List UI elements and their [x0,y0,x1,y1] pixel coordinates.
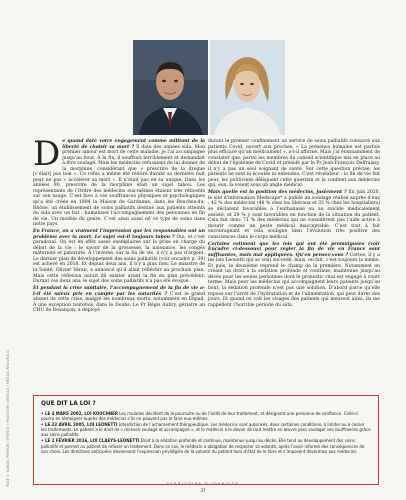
law-item-lead: • LE 4 MARS 2002, LOI KOUCHNER [41,411,118,416]
paragraph-6 [208,242,380,309]
footer-brand: TERRITOIRE D’IDENTITÉ [166,482,240,486]
portrait-photo-man [133,40,208,135]
photo-credit [3,300,11,500]
paragraph-2 [33,229,205,284]
answer-4: En juin 2020, le site d’information Medscape* a publié un sondage réalisé auprès d’eux : 42 % des médecins (48 % chez les libéraux et 35 % chez les hospitaliers) se déclarent favorables à l’euthanasie ou au suicide médicalement assisté, et 29 % y sont favorables en fonction de la situation du patient. Cela fait donc 71 % des médecins qui ne considèrent pas l’aide active à mourir comme un geste médical inacceptable. C’est tout à fait encourageant et cela souligne bien l’évolution très positive des consciences dans le corps médical. [208,190,380,240]
paragraph-5 [208,190,380,240]
question-3: Et pendant la crise sanitaire, l’accompagnement de la fin de vie a-t-il été mieux pris en compte par les autorités ? [33,286,205,297]
answer-3-continued: durant le premier confinement un service de soins palliatifs consacré aux patients Covid, ouvert aux proches. « La présence humaine est parfois plus efficace qu’un médicament », a-t-il affirmé. Mais j’ai étonnamment de constater que, parmi les membres du conseil scientifique mis en place au début de l’épidémie de Covid et présidé par le Pr Jean-François Delfraissy, il n’y a pas un seul soignant de santé. Sur cette question précise, les patients ne sont ni écoutés ni entendus. C’est révélateur : la fin de vie fait peur, les politiciens délèguent cette question et la confient aux médecins qui, eux, la voient sous un angle médical. [208,139,381,189]
dropcap-letter: D [33,134,61,174]
answer-5: Certes, il y a les lois Leonetti qui se sont succédé, mais, en fait, c’est toujours la même. Et puis, le deuxième reprend le champ de la première. Notamment en créant un droit à la sédation profonde et continue, maintenue jusqu’au décès pour les seules personnes dont le pronostic vital est engagé à court terme. Mais pour les médecins qui accompagnent leurs patients jusqu’au bout, la sédation profonde n’est pas une solution. D’abord parce qu’elle repose sur l’arrêt de l’hydratation et de l’alimentation, qui peut durer des jours. Et quand on voit les visages des patients qui meurent ainsi, ils me rappellent l’horrible période du sida. [208,252,380,308]
question-2: En France, on a vraiment l’impression que les responsables ont un problème avec la mort. Le sujet est-il toujours tabou ? [33,229,205,240]
portrait-woman-illustration [210,40,285,135]
paragraph-1 [33,134,205,228]
question-4: Mais quelle est la position des médecins, justement ? [208,190,347,196]
answer-1: Il date des années sida. Mon premier amour est mort de cette maladie, je l’ai accompagné jusqu’au bout. À la fin, il souffrait terriblement et demandait à être soulagé. Mais les médecins refusaient de lui donner de la morphine, considérant que « prescrire de la drogue [c’était] pas bon ». Ce refus a même été réitéré durant sa dernière nuit pour ne pas « accélérer sa mort ». Il n’était pas en sa unique. Dans les années 90, prescrire de la morphine était un sujet tabou. Les représentants de l’Ordre des médecins eux-mêmes étaient très réticents sur son usage. C’est face à ces souffrances physiques et psychologiques qu’a été créée en 1994 la Maison de Gardanne, dans les Bouches-du-Rhône, un établissement de soins palliatifs destiné aux patients atteints du sida avec un but : humaniser l’accompagnement des personnes en fin de vie. Un modèle du genre. C’est ainsi aussi né ce type de soins dans notre pays. [33,144,205,228]
article-column-left [33,134,206,315]
paragraph-4 [208,139,380,189]
question-5: Certains estiment que les lois qui ont été promulguées (voir Encadré ci-dessous) pour régler la fin de vie en France sont suffisantes, mais mal appliquées. Qu’en pensez-vous ? [208,241,380,258]
portrait-photo-woman [210,40,285,135]
law-box-title: QUE DIT LA LOI ? [41,401,96,407]
law-item [41,438,371,453]
answer-2: Oui, et c’est paradoxal. On est en effet assez exemplaires sur la prise en charge du début de la vie : le savoir de la grossesse, la naissance, les congés maternité et paternité. À l’inverse, sur la fin de vie, il n’y a pas d’argent. Le dernier plan de développement des soins palliatifs (voir encadré p. 39) est achevé en 2018. Et depuis deux ans, il n’y a plus rien. Le ministre de la Santé, Olivier Véran, a annoncé qu’il allait réfléchir au prochain plan. Mais cette réflexion aurait dû exister avant la fin du plan précédent. Durant ces deux ans, le sujet des soins palliatifs n’a pas été évoqué. [33,234,205,285]
law-item-text: Les malades décident de la poursuite ou de l’arrêt de leur traitement, et désignent une personne de confiance. Celle-ci pourra en témoigner auprès des médecins s’ils ne peuvent pas le faire eux-mêmes. [41,411,359,422]
law-summary-box [33,395,379,485]
portrait-man-illustration [133,40,208,135]
law-item [41,411,371,421]
answer-3: C’est le grand absent de cette crise, malgré les nombreux morts, notamment en Ehpad. À une exception toutefois, dans le Doubs. Le Pr Régis Aubry, gériatre au CHU de Besançon, a déployé [33,291,206,314]
law-item-text: Interdiction de l’acharnement thérapeutique. Les médecins sont autorisés, dans certaines conditions, à limiter ou à cesser les traitements. Le patient a le droit de « recevoir soulagé et accompagné », et le médecin a le devoir de tout mettre en œuvre pour soulager ses souffrances grâce aux soins palliatifs. [41,422,371,438]
law-item-lead: • LE 2 FÉVRIER 2016, LOI CLAEYS-LEONETTI [41,438,140,444]
law-item-lead: • LE 22 AVRIL 2005, LOI LEONETTI [41,422,118,428]
photo-credit-text: PAGE 1: DANIEL PERRON / PRESSE / PHANTOM / MÉDIAS / MÉDIAS NOUVEAUX [6,349,10,487]
question-1: e quand date votre engagement comme militant de la liberté de choisir sa mort ? [62,139,205,150]
article-column-right [208,139,380,310]
law-item [41,422,371,437]
paragraph-3 [33,286,205,314]
law-item-text: Droit à la sédation profonde et continue, maintenue jusqu’au décès. Elle tend au développement des soins palliatifs et permet au patient de refuser un traitement. Dans ce cas, le médecin a obligation de respecter sa volonté, après l’avoir informé des conséquences de son choix. Les directives anticipées deviennent l’expression privilégiée de la volonté du patient hors d’état de le faire et s’imposent désormais aux médecins. [41,438,365,454]
law-box-body [41,411,371,455]
page-number: 37 [200,488,206,493]
